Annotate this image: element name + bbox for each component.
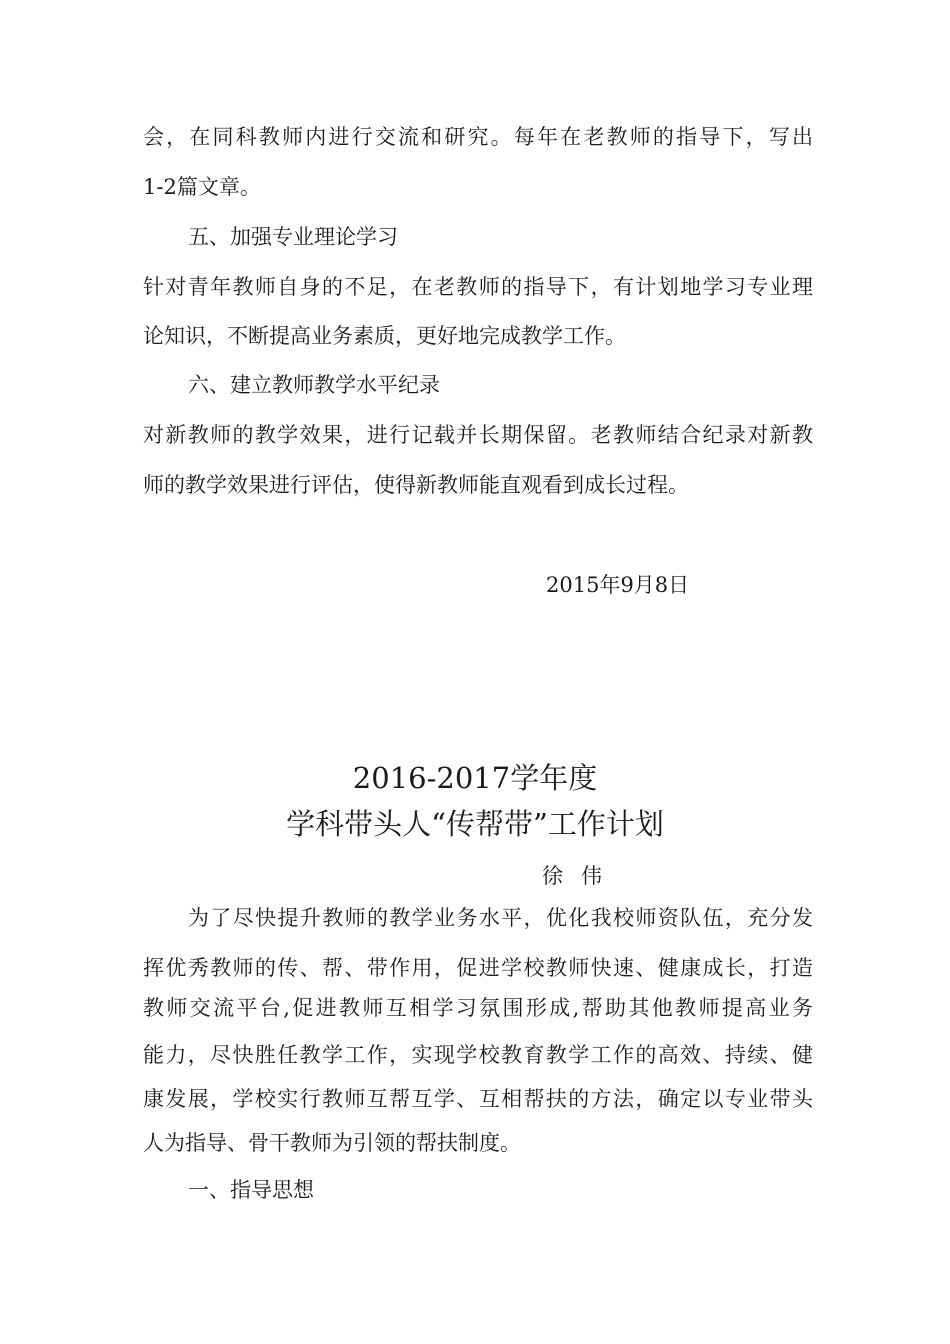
paragraph-line: 针对青年教师自身的不足，在老教师的指导下，有计划地学习专业理 xyxy=(143,275,813,299)
paragraph-line: 人为指导、骨干教师为引领的帮扶制度。 xyxy=(143,1131,521,1155)
plan-title: 学科带头人“传帮带”工作计划 xyxy=(286,807,664,841)
paragraph-line: 1-2篇文章。 xyxy=(143,175,261,199)
document-date: 2015年9月8日 xyxy=(546,573,690,597)
paragraph-line: 师的教学效果进行评估，使得新教师能直观看到成长过程。 xyxy=(143,473,689,497)
author-name: 徐伟 xyxy=(542,864,620,888)
paragraph-line: 康发展，学校实行教师互帮互学、互相帮扶的方法，确定以专业带头 xyxy=(143,1087,813,1111)
paragraph-line: 论知识，不断提高业务素质，更好地完成教学工作。 xyxy=(143,324,626,348)
plan-title-year: 2016-2017学年度 xyxy=(352,761,598,795)
section-heading-1: 一、指导思想 xyxy=(188,1178,314,1202)
section-heading-5: 五、加强专业理论学习 xyxy=(188,225,398,249)
paragraph-line: 为了尽快提升教师的教学业务水平，优化我校师资队伍，充分发 xyxy=(188,906,813,930)
paragraph-line: 教师交流平台,促进教师互相学习氛围形成,帮助其他教师提高业务 xyxy=(143,996,813,1020)
paragraph-line: 对新教师的教学效果，进行记载并长期保留。老教师结合纪录对新教 xyxy=(143,423,813,447)
paragraph-line: 会，在同科教师内进行交流和研究。每年在老教师的指导下，写出 xyxy=(143,125,813,149)
paragraph-line: 挥优秀教师的传、帮、带作用，促进学校教师快速、健康成长，打造 xyxy=(143,956,813,980)
paragraph-line: 能力，尽快胜任教学工作，实现学校教育教学工作的高效、持续、健 xyxy=(143,1043,813,1067)
section-heading-6: 六、建立教师教学水平纪录 xyxy=(188,373,440,397)
